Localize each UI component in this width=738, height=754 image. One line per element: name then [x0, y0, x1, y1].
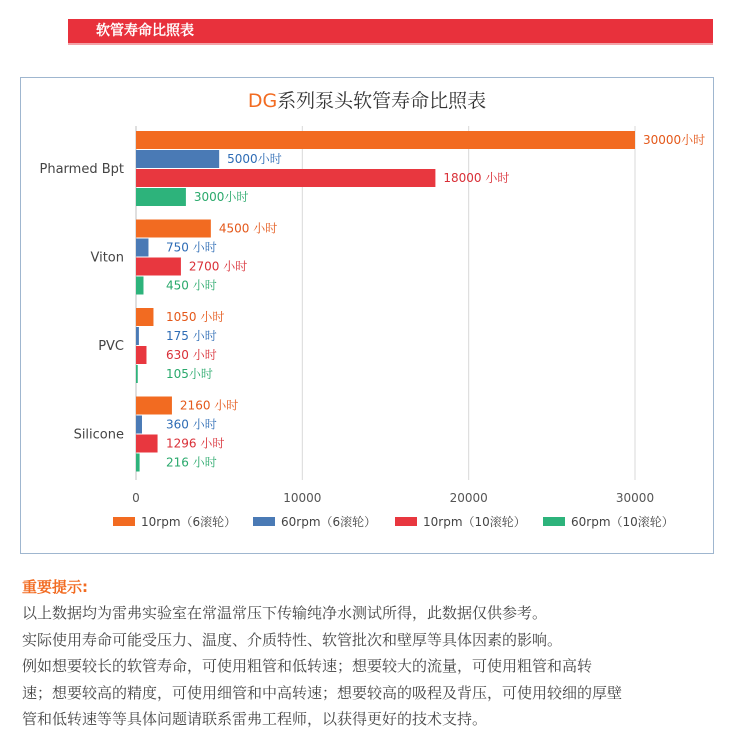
bar	[136, 308, 153, 326]
legend-label: 10rpm（6滚轮）	[141, 515, 237, 529]
bar	[136, 416, 142, 434]
data-label: 360 小时	[166, 417, 217, 432]
bar	[136, 188, 186, 206]
notes-title: 重要提示:	[22, 578, 88, 596]
section-title: 软管寿命比照表	[96, 23, 194, 39]
x-tick-label: 0	[132, 491, 140, 505]
bar	[136, 454, 140, 472]
bar	[136, 435, 158, 453]
bar	[136, 220, 211, 238]
bar	[136, 169, 435, 187]
chart-frame	[20, 77, 714, 554]
notes-line: 管和低转速等等具体问题请联系雷弗工程师，以获得更好的技术支持。	[22, 710, 488, 728]
legend-swatch	[395, 517, 417, 526]
data-label: 1296 小时	[166, 436, 225, 451]
data-label: 750 小时	[166, 240, 217, 255]
category-label: Pharmed Bpt	[39, 162, 124, 177]
bar	[136, 239, 148, 257]
data-label: 450 小时	[166, 278, 217, 293]
notes-line: 以上数据均为雷弗实验室在常温常压下传输纯净水测试所得，此数据仅供参考。	[22, 604, 548, 622]
data-label: 2700 小时	[188, 259, 248, 274]
data-label: 2160 小时	[179, 398, 239, 413]
bar	[136, 365, 138, 383]
bar-chart	[21, 78, 713, 553]
legend-swatch	[253, 517, 275, 526]
bar	[136, 327, 139, 345]
data-label: 3000小时	[193, 190, 249, 204]
notes-line: 速；想要较高的精度，可使用细管和中高转速；想要较高的吸程及背压，可使用较细的厚壁	[22, 683, 623, 702]
legend-label: 60rpm（6滚轮）	[281, 515, 377, 529]
legend-swatch	[543, 517, 565, 526]
x-tick-label: 30000	[615, 491, 655, 505]
data-label: 1050 小时	[166, 310, 225, 324]
notes-section	[22, 576, 722, 733]
bar	[136, 397, 172, 415]
data-label: 5000小时	[227, 152, 282, 166]
category-label: Silicone	[73, 427, 124, 443]
bar	[136, 150, 219, 168]
category-label: PVC	[98, 339, 124, 354]
notes-line: 实际使用寿命可能受压力、温度、介质特性、软管批次和壁厚等具体因素的影响。	[22, 630, 563, 649]
chart-title-text: 系列泵头软管寿命比照表	[277, 90, 487, 112]
bar	[136, 258, 181, 276]
legend-swatch	[113, 517, 135, 526]
legend-label: 60rpm（10滚轮）	[571, 515, 674, 529]
bar	[136, 131, 635, 149]
legend-label: 10rpm（10滚轮）	[423, 515, 526, 529]
data-label: 175 小时	[166, 329, 217, 343]
bar	[136, 346, 146, 364]
x-tick-label: 10000	[283, 491, 322, 505]
chart-title-accent: DG	[247, 90, 278, 112]
data-label: 105小时	[166, 367, 213, 381]
data-label: 630 小时	[166, 348, 217, 362]
data-label: 4500 小时	[218, 221, 278, 236]
notes-line: 例如想要较长的软管寿命，可使用粗管和低转速；想要较大的流量，可使用粗管和高转	[22, 657, 593, 675]
bar	[136, 277, 143, 295]
header-divider	[68, 43, 713, 45]
data-label: 30000小时	[643, 133, 706, 147]
data-label: 18000 小时	[443, 171, 510, 185]
category-label: Viton	[90, 250, 124, 266]
data-label: 216 小时	[166, 455, 217, 470]
x-tick-label: 20000	[449, 491, 488, 505]
